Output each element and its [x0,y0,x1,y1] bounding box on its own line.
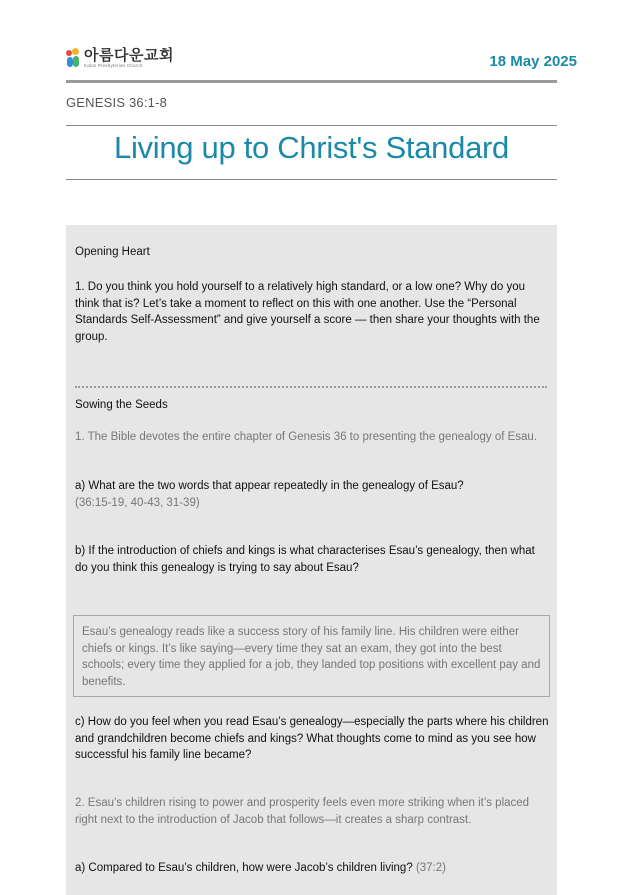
logo-english-name: Kalos Presbyterian Church [84,63,143,68]
opening-question-1: 1. Do you think you hold yourself to a relatively high standard, or a low one? Why do you think that is? Let’s take a moment to reflect on this with one another. Use the “Personal Standards Self-Assessment” and give yourself a score — then share your thoughts with the group. [75,281,540,343]
question-1a [75,478,549,511]
question-1a-reference: (36:15-19, 40-43, 31-39) [75,496,200,509]
title-bottom-divider [66,179,557,180]
logo-korean-name: 아름다운교회 [84,47,174,64]
passage-reference: GENESIS 36:1-8 [66,95,168,110]
header-divider [66,80,557,83]
question-2a-reference: (37:2) [415,862,446,874]
church-logo [66,48,174,69]
section-divider [75,386,547,388]
title-top-divider [66,125,557,126]
question-2a-text: a) Compared to Esau’s children, how were Jacob’s children living? [75,862,413,874]
page-header [66,46,577,76]
question-1c: c) How do you feel when you read Esau’s genealogy—especially the parts where his children and grandchildren become chiefs and kings? What thoughts come to mind as you see how successful his family line became? [75,716,549,761]
sowing-point-2: 2. Esau’s children rising to power and prosperity feels even more striking when it’s placed right next to the introduction of Jacob that follows—it creates a sharp contrast. [75,797,530,826]
question-1b: b) If the introduction of chiefs and kings is what characterises Esau’s genealogy, then what do you think this genealogy is trying to say about Esau? [75,545,535,574]
question-2a [75,860,549,877]
question-1a-text: a) What are the two words that appear repeatedly in the genealogy of Esau? [75,480,464,492]
study-panel [66,225,557,895]
logo-mark-icon [66,48,80,68]
answer-callout: Esau’s genealogy reads like a success story of his family line. His children were either chiefs or kings. It’s like saying—every time they sat an exam, they got into the best schools; every time they applied for a job, they landed top positions with excellent pay and benefits. [73,615,550,697]
page-title: Living up to Christ's Standard [114,130,509,165]
sowing-point-1: 1. The Bible devotes the entire chapter of Genesis 36 to presenting the genealogy of Esau. [75,431,538,443]
sowing-heading: Sowing the Seeds [75,399,168,411]
date: 18 May 2025 [489,53,577,70]
opening-heading: Opening Heart [75,246,150,258]
